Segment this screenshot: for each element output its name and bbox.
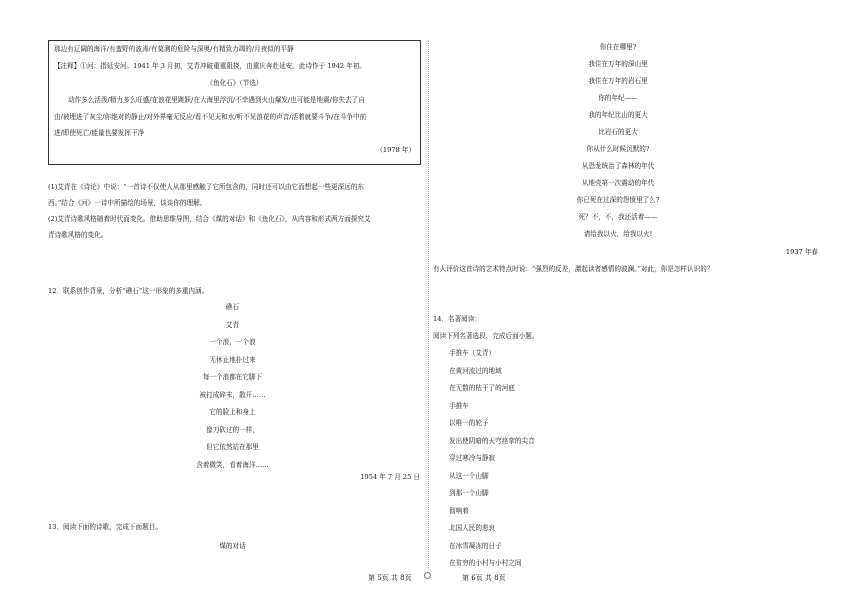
poem-line: 发出使阴暗的天穹痉挛的尖音 — [449, 436, 535, 445]
poem-line: 被打成碎末，散开…… — [199, 390, 266, 399]
box-line-1: 那边有辽阔的海洋/有蛮野的波涛/有莫测的危险与深奥/有精致力竭的/月夜似的平静 — [54, 45, 294, 53]
poem-line: 在冰雪凝冻的日子 — [449, 541, 502, 550]
poem-coal-dialogue — [433, 43, 803, 247]
q-line-1: (1)艾青在《诗论》中说：“一首诗不仅使人从那里感触了它所包含的，同时还可以由它而想起一些更深远的东 — [48, 183, 365, 191]
poem-coal-date: 1937 年春 — [785, 248, 818, 256]
poem-line: 到那一个山脚 — [449, 489, 489, 497]
page-number-left: 第 5页 共 8页 — [368, 574, 412, 582]
poem-line: 在无数的枯干了的河底 — [449, 384, 515, 392]
right-page — [433, 0, 823, 608]
page-divider — [428, 40, 429, 570]
q-line-3: (2)艾青诗歌风格随着时代而变化。借助思维导图，结合《煤的对话》和《鱼化石》，从内容和形式两方面探究艾 — [48, 214, 371, 223]
poem-line: 从恐龙统治了森林的年代 — [581, 162, 655, 170]
poem-coal-title: 煤的对话 — [219, 542, 246, 550]
box-line-6: 进/即使死亡/能量也要发挥干净 — [54, 129, 145, 138]
poem-line: 我住在万年的深山里 — [588, 60, 648, 68]
poem-line: 无休止地扑过来 — [209, 355, 256, 364]
poem-line: 我的年纪比山的更大 — [588, 111, 648, 119]
poem-line: 我住在万年的岩石里 — [588, 77, 648, 85]
question-12: 12．联系创作背景，分析“礁石”这一形象的多重内涵。 — [48, 287, 209, 295]
poem-line: 北国人民的悲哀 — [449, 524, 496, 532]
poem-author: 艾青 — [225, 320, 240, 329]
poem-line: 在贫穷的小村与小村之间 — [449, 559, 522, 567]
poem-line: 请给我以火，给我以火! — [583, 230, 653, 238]
q-line-4: 青诗歌风格的变化。 — [48, 230, 108, 239]
poem-line: 手推车（艾青） — [449, 349, 496, 357]
poem-line: 你的年纪—— — [598, 94, 638, 102]
box-line-4: 动作多么活泼/精力多么旺盛/在浪花里跳跃/在大海里浮沉/不幸遇到火山爆发/也可能是地震/你失去了自 — [68, 95, 365, 104]
binding-hole-icon — [424, 572, 431, 579]
poem-line: 以唯一的轮子 — [449, 419, 489, 427]
poem-excerpt-box — [48, 40, 421, 165]
poem-line: 但它依然站在那里 — [206, 443, 259, 451]
poem-line: 一个浪，一个浪 — [209, 338, 256, 346]
poem-line: 每一个浪都在它脚下 — [202, 373, 263, 381]
question-comment: 有人评价这首诗的艺术特点时说：“强烈的反差，激起读者感情的波澜。”对此，你是怎样认识的？ — [433, 265, 714, 273]
poem-shoutuiche — [433, 349, 823, 577]
left-page — [40, 0, 425, 608]
box-line-title: 《鱼化石》（节选） — [206, 78, 263, 87]
poem-title: 礁石 — [225, 303, 240, 311]
poem-line: 彻响着 — [449, 506, 469, 515]
poem-line: 穿过寒冷与静寂 — [449, 454, 496, 462]
poem-line: 你住在哪里? — [599, 43, 637, 51]
question-14-sub: 阅读下列名著选段，完成后面小题。 — [433, 332, 539, 340]
poem-line: 你从什么时候沉默的? — [586, 145, 650, 153]
box-year: （1978 年） — [376, 146, 415, 155]
box-line-2: 【注释】①河：指延安河。1941 年 3 月初，艾青冲破重重阻挠，由重庆奔赴延安。此诗作于 1942 年初。 — [54, 61, 366, 70]
poem-line: 死？不，不，我还活着—— — [578, 213, 658, 221]
box-line-5: 由/被埋进了灰尘/你绝对的静止/对外界毫无反应/看不见天和水/听不见浪花的声音/活着就要斗争/在斗争中前 — [54, 112, 367, 121]
page-number-right: 第 6页 共 8页 — [462, 574, 506, 582]
poem-line: 手推车 — [449, 401, 469, 410]
poem-line: 含着微笑，看着海洋…… — [196, 460, 269, 469]
poem-line: 比岩石的更大 — [598, 128, 638, 136]
poem-line: 从地壳第一次震动的年代 — [581, 179, 655, 187]
question-11-block — [48, 183, 428, 240]
poem-line: 从这一个山脚 — [449, 471, 489, 480]
q-line-2: 西。”结合《河》一诗中所描绘的场景，谈谈你的理解。 — [48, 198, 207, 207]
poem-date: 1954 年 7 月 25 日 — [360, 473, 420, 481]
question-14: 14．名著阅读： — [433, 315, 481, 323]
poem-line: 在黄河流过的地域 — [449, 366, 502, 375]
poem-line: 你已死在过深的怨愤里了么? — [576, 196, 660, 204]
question-13: 13．阅读下面的诗歌，完成下面题目。 — [48, 523, 162, 531]
poem-jiaoshi — [40, 303, 425, 478]
poem-line: 它的脸上和身上 — [209, 408, 256, 416]
poem-line: 像刀砍过的一样， — [206, 425, 259, 434]
